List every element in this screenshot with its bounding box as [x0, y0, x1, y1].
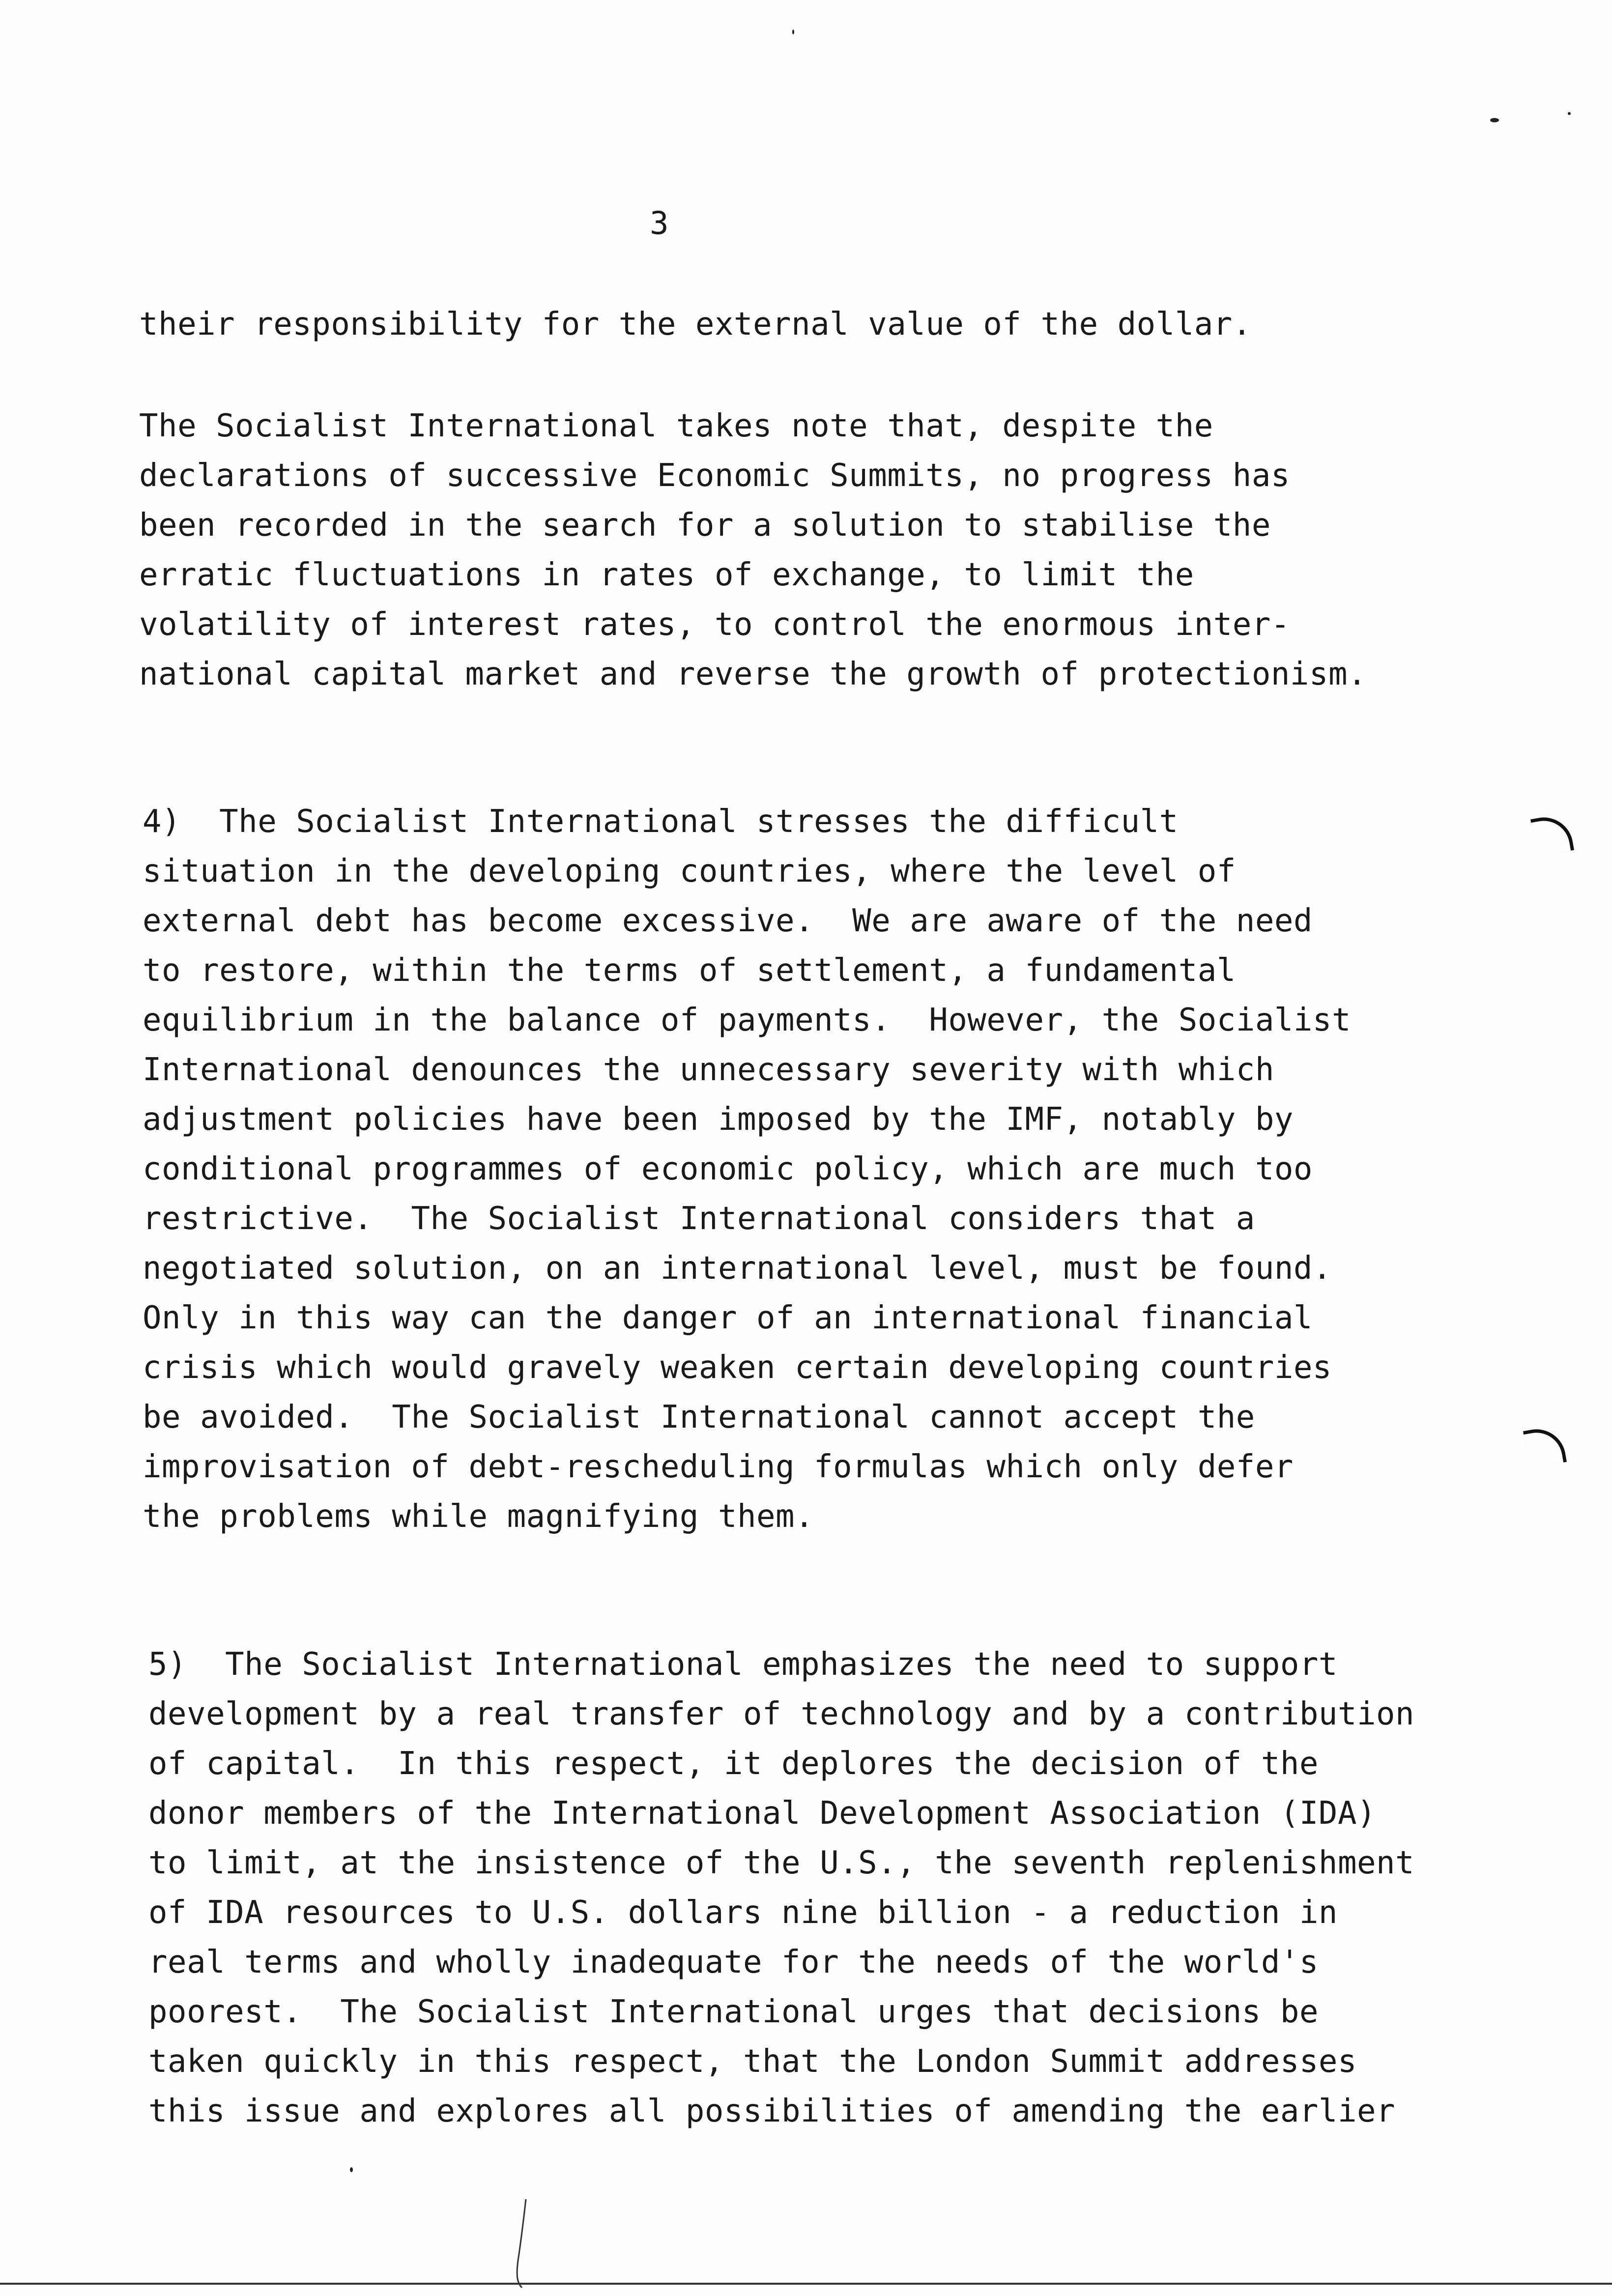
text-line: to restore, within the terms of settlement, a fundamental: [143, 952, 1236, 989]
text-line: declarations of successive Economic Summits, no progress has: [139, 458, 1290, 494]
text-line: negotiated solution, on an international level, must be found.: [143, 1250, 1332, 1287]
scan-speck: [350, 2167, 353, 2172]
text-line: adjustment policies have been imposed by the IMF, notably by: [143, 1101, 1294, 1138]
text-line: been recorded in the search for a solution to stabilise the: [139, 507, 1271, 544]
punch-hole-mark: [1530, 813, 1574, 857]
text-line: to limit, at the insistence of the U.S., the seventh replenishment: [148, 1845, 1415, 1881]
text-line: be avoided. The Socialist International cannot accept the: [143, 1399, 1255, 1435]
text-line: The Socialist International takes note that, despite the: [139, 408, 1213, 444]
scan-speck: [1490, 118, 1499, 122]
text-line: 5) The Socialist International emphasizes the need to support: [148, 1646, 1338, 1683]
text-line: this issue and explores all possibilities of amending the earlier: [148, 2093, 1396, 2129]
punch-hole-mark: [1523, 1425, 1567, 1468]
text-line: of capital. In this respect, it deplores the decision of the: [148, 1746, 1319, 1782]
text-line: 4) The Socialist International stresses the difficult: [143, 804, 1179, 840]
text-line: external debt has become excessive. We are aware of the need: [143, 903, 1313, 939]
text-line: erratic fluctuations in rates of exchange, to limit the: [139, 557, 1194, 593]
text-line: their responsibility for the external value of the dollar.: [139, 306, 1252, 343]
margin-scribble: [511, 2197, 531, 2290]
text-line: of IDA resources to U.S. dollars nine billion - a reduction in: [148, 1894, 1338, 1931]
text-line: volatility of interest rates, to control the enormous inter-: [139, 606, 1290, 643]
text-line: improvisation of debt-rescheduling formulas which only defer: [143, 1449, 1294, 1485]
text-line: Only in this way can the danger of an international financial: [143, 1300, 1313, 1336]
text-line: situation in the developing countries, where the level of: [143, 853, 1236, 890]
page-number: 3: [650, 205, 669, 242]
text-line: real terms and wholly inadequate for the needs of the world's: [148, 1944, 1319, 1980]
text-line: International denounces the unnecessary severity with which: [143, 1052, 1274, 1088]
text-line: national capital market and reverse the growth of protectionism.: [139, 656, 1367, 692]
text-line: taken quickly in this respect, that the London Summit addresses: [148, 2043, 1357, 2080]
scan-speck: [1568, 112, 1571, 115]
scan-speck: [792, 29, 794, 34]
text-line: restrictive. The Socialist International considers that a: [143, 1201, 1255, 1237]
text-line: the problems while magnifying them.: [143, 1498, 814, 1535]
text-line: conditional programmes of economic policy, which are much too: [143, 1151, 1313, 1187]
text-line: development by a real transfer of technology and by a contribution: [148, 1696, 1415, 1732]
text-line: poorest. The Socialist International urges that decisions be: [148, 1994, 1319, 2030]
text-line: donor members of the International Development Association (IDA): [148, 1795, 1376, 1832]
text-line: crisis which would gravely weaken certain developing countries: [143, 1349, 1332, 1386]
page-bottom-rule: [0, 2283, 1612, 2285]
text-line: equilibrium in the balance of payments. However, the Socialist: [143, 1002, 1351, 1038]
